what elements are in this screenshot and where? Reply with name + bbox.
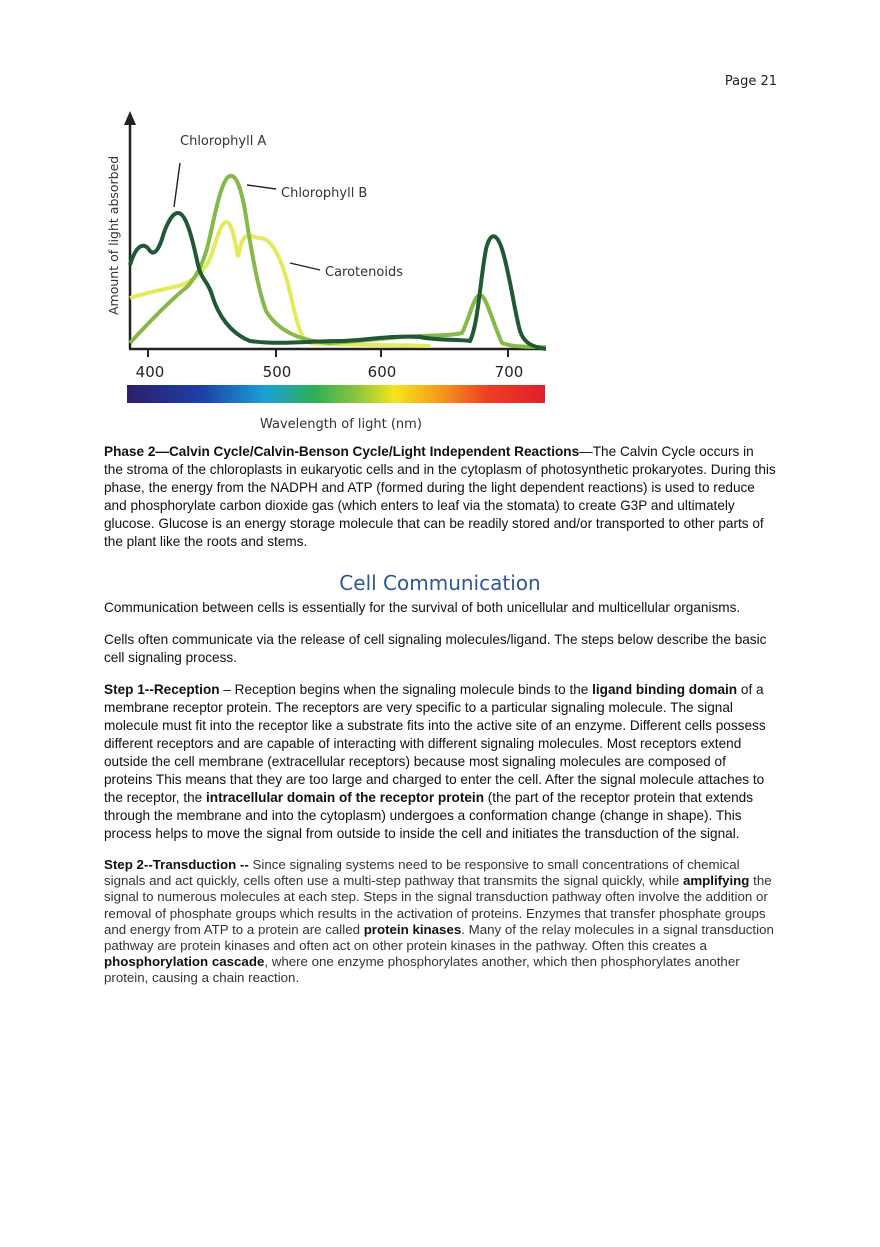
y-axis-arrow [124, 111, 136, 125]
y-axis-label: Amount of light absorbed [106, 155, 121, 315]
step2-term: phosphorylation cascade [104, 954, 265, 970]
carotenoids-leader [290, 263, 320, 270]
step2-text: the signal to numerous molecules at each step. Steps in the signal transduction pathway often involve the addition or removal of phosphate groups which results in the activation of proteins. Enzymes that transfer phosphate groups and energy from ATP to a protein are called [104, 873, 772, 937]
x-tick-label: 700 [494, 363, 524, 381]
step1-text: – Reception begins when the signaling molecule binds to the [219, 682, 593, 697]
carotenoids-label: Carotenoids [325, 265, 403, 280]
step1-term: ligand binding domain [592, 682, 738, 697]
step2-text: , where one enzyme phosphorylates another, which then phosphorylates another protein, causing a chain reaction. [104, 954, 740, 986]
chlorophyll-b-leader [247, 185, 276, 189]
step1-text: (the part of the receptor protein that extends through the membrane and into the cytoplasm) undergoes a conformation change (change in shape). This process helps to move the signal from outside to inside the cell and initiates the transduction of the signal. [104, 790, 754, 841]
page-number: Page 21 [724, 74, 777, 89]
intro-paragraph-1: Communication between cells is essentially for the survival of both unicellular and multicellular organisms. [104, 600, 741, 615]
step1-paragraph [104, 681, 776, 843]
x-tick-label: 500 [262, 363, 292, 381]
step2-title: Step 2--Transduction -- [104, 857, 249, 872]
chlorophyll-a-label: Chlorophyll A [180, 134, 267, 149]
step1-term: intracellular domain of the receptor protein [206, 790, 484, 805]
step2-term: amplifying [682, 873, 750, 889]
step2-paragraph [104, 857, 776, 987]
step2-text: Since signaling systems need to be responsive to small concentrations of chemical signals and act quickly, cells often use a multi-step pathway that transmits the signal quickly, while [104, 857, 740, 889]
absorption-spectrum-graph [100, 105, 560, 435]
section-title: Cell Communication [339, 571, 541, 595]
absorption-spectrum-figure [100, 105, 560, 435]
phase2-body: —The Calvin Cycle occurs in the stroma of the chloroplasts in eukaryotic cells and in the cytoplasm of photosynthetic prokaryotes. During this phase, the energy from the NADPH and ATP (formed during the light dependent reactions) is used to reduce and phosphorylate carbon dioxide gas (which enters to leaf via the stomata) to create G3P and ultimately glucose. Glucose is an energy storage molecule that can be readily stored and/or transported to other parts of the plant like the roots and stems. [104, 444, 776, 549]
x-tick-label: 400 [135, 363, 165, 381]
step2-term: protein kinases [363, 921, 462, 937]
x-axis-label: Wavelength of light (nm) [260, 417, 422, 432]
step1-text: of a membrane receptor protein. The receptors are very specific to a particular signaling molecule. The signal molecule must fit into the receptor like a substrate fits into the active site of an enzyme. Different cells possess different receptors and are capable of interacting with different signaling molecules. Most receptors extend outside the cell membrane (extracellular receptors) because most signaling molecules are composed of proteins This means that they are too large and charged to enter the cell. After the signal molecule attaches to the receptor, the [104, 682, 766, 805]
chlorophyll-a-leader [174, 163, 180, 207]
phase2-paragraph [104, 443, 776, 551]
x-tick-label: 600 [367, 363, 397, 381]
phase2-title: Phase 2—Calvin Cycle/Calvin-Benson Cycle/Light Independent Reactions [104, 444, 580, 459]
chlorophyll-b-label: Chlorophyll B [281, 186, 368, 201]
main-content [104, 443, 776, 987]
step2-text: . Many of the relay molecules in a signal transduction pathway are protein kinases and often act on other protein kinases in the pathway. Often this creates a [104, 921, 774, 954]
step1-title: Step 1--Reception [104, 682, 220, 697]
intro-paragraph-2: Cells often communicate via the release of cell signaling molecules/ligand. The steps below describe the basic cell signaling process. [104, 632, 767, 665]
visible-spectrum-bar [127, 385, 545, 403]
